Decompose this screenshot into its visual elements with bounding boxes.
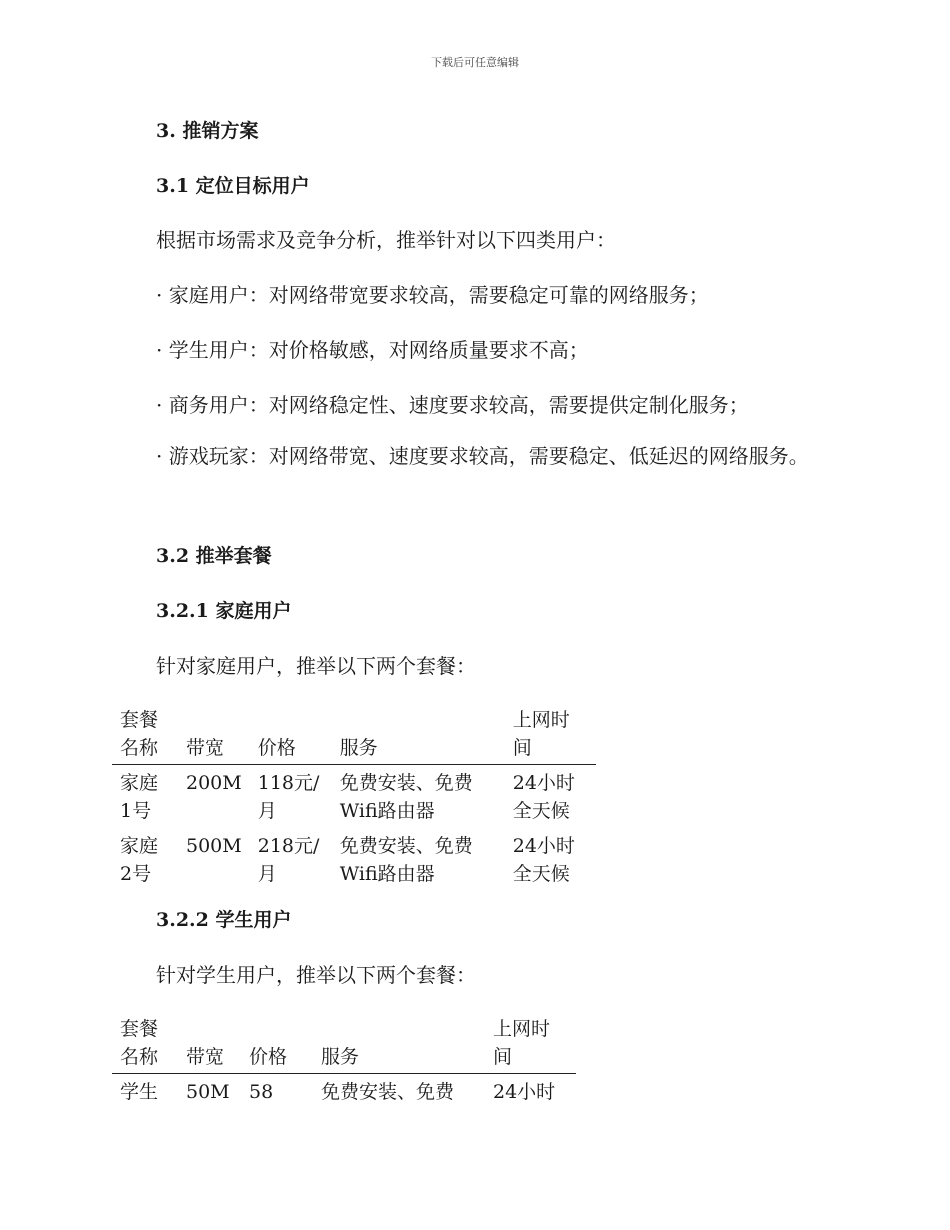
cell-service: 免费安装、免费Wifi路由器 <box>339 835 473 885</box>
cell-online-time: 24小时全天候 <box>512 772 575 822</box>
page-header: 下载后可任意编辑 <box>431 56 519 69</box>
subsection-title-packages: 3.2 推举套餐 <box>156 545 272 567</box>
bullet-business-users: · 商务用户：对网络稳定性、速度要求较高，需要提供定制化服务； <box>156 393 749 417</box>
cell-bandwidth: 50M <box>186 1081 230 1103</box>
col-header-service: 服务 <box>339 737 378 759</box>
family-package-table <box>112 706 596 891</box>
cell-online-time: 24小时 <box>493 1081 556 1103</box>
cell-price: 118元/月 <box>257 772 320 822</box>
bullet-gamers: · 游戏玩家：对网络带宽、速度要求较高，需要稳定、低延迟的网络服务。 <box>156 444 809 468</box>
subsection-title-student: 3.2.2 学生用户 <box>156 909 292 931</box>
family-intro: 针对家庭用户，推举以下两个套餐： <box>156 654 476 678</box>
cell-service: 免费安装、免费Wifi路由器 <box>339 772 473 822</box>
student-package-table <box>112 1015 576 1109</box>
col-header-bandwidth: 带宽 <box>186 737 225 759</box>
cell-price: 218元/月 <box>257 835 320 885</box>
table-row <box>112 828 596 891</box>
table-header-row <box>112 706 596 765</box>
table-row <box>112 1074 576 1110</box>
section-title: 3. 推销方案 <box>156 120 259 142</box>
student-intro: 针对学生用户，推举以下两个套餐： <box>156 963 476 987</box>
cell-package-name: 学生 <box>120 1081 159 1103</box>
subsection-title-target-users: 3.1 定位目标用户 <box>156 175 310 197</box>
bullet-family-users: · 家庭用户：对网络带宽要求较高，需要稳定可靠的网络服务； <box>156 283 709 307</box>
cell-bandwidth: 500M <box>186 835 242 857</box>
col-header-online-time: 上网时间 <box>493 1018 551 1068</box>
cell-price: 58 <box>249 1081 274 1103</box>
col-header-price: 价格 <box>257 737 296 759</box>
bullet-student-users: · 学生用户：对价格敏感，对网络质量要求不高； <box>156 338 589 362</box>
col-header-service: 服务 <box>321 1046 360 1068</box>
intro-paragraph: 根据市场需求及竞争分析，推举针对以下四类用户： <box>156 228 616 252</box>
col-header-package-name: 套餐名称 <box>120 1018 159 1068</box>
table-row <box>112 765 596 829</box>
cell-package-name: 家庭1号 <box>120 772 159 822</box>
table-header-row <box>112 1015 576 1074</box>
cell-online-time: 24小时全天候 <box>512 835 575 885</box>
cell-package-name: 家庭2号 <box>120 835 159 885</box>
col-header-package-name: 套餐名称 <box>120 709 159 759</box>
col-header-price: 价格 <box>249 1046 288 1068</box>
col-header-bandwidth: 带宽 <box>186 1046 225 1068</box>
subsection-title-family: 3.2.1 家庭用户 <box>156 600 292 622</box>
col-header-online-time: 上网时间 <box>512 709 570 759</box>
cell-service: 免费安装、免费 <box>321 1081 455 1103</box>
cell-bandwidth: 200M <box>186 772 242 794</box>
